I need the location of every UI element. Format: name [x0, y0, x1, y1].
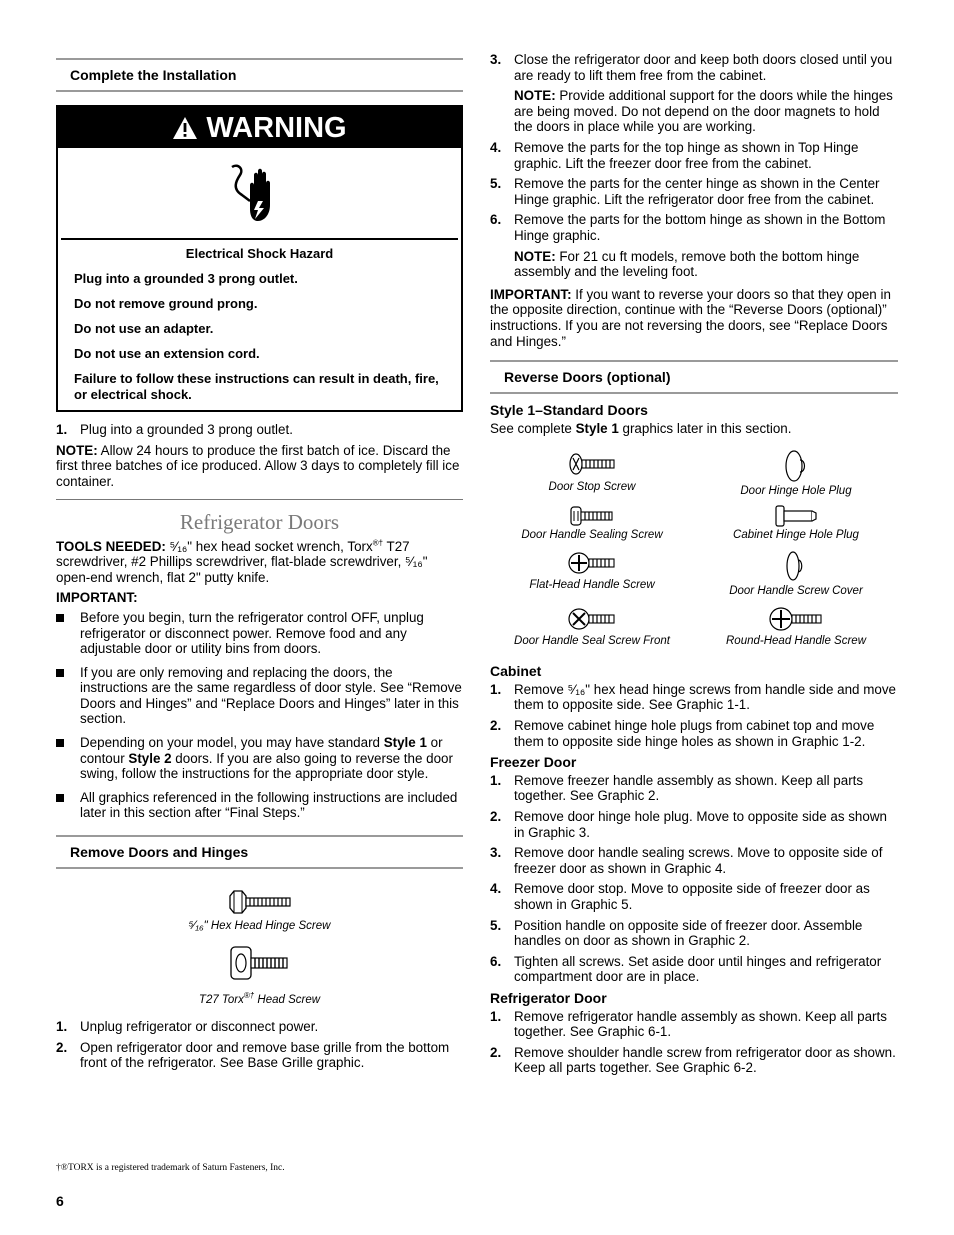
bullet-text: All graphics referenced in the following instructions are included later in this section after “Final Steps.”	[80, 789, 458, 821]
section-divider	[56, 499, 463, 500]
step-text: Remove freezer handle assembly as shown. Keep all parts together. See Graphic 2.	[514, 772, 864, 804]
part-label: Door Hinge Hole Plug	[740, 485, 852, 498]
bullet-item	[56, 665, 463, 727]
style-1-heading: Style 1–Standard Doors	[490, 402, 648, 419]
tools-label: TOOLS NEEDED:	[56, 538, 166, 554]
style-1-bold: Style 1	[575, 420, 619, 436]
step-text: Tighten all screws. Set aside door until hinges and refrigerator compartment door are in place.	[514, 953, 882, 985]
step-text: Unplug refrigerator or disconnect power.	[80, 1019, 319, 1035]
remove-step-4	[490, 140, 898, 171]
note-text: Allow 24 hours to produce the first batch of ice. Discard the first three batches of ice produced. Allow 3 days to completely fill ice container.	[56, 442, 460, 489]
style-1-label: Style 1	[383, 735, 427, 751]
door-hinge-hole-plug-icon	[776, 448, 816, 484]
note-step-6	[514, 249, 898, 280]
step-text: Remove door handle sealing screws. Move to opposite side of freezer door as shown in Graphic 4.	[514, 845, 883, 876]
step-text: Remove ⁵⁄₁₆" hex head hinge screws from handle side and move them to opposite side. See Graphic 1-1.	[514, 681, 896, 713]
note-text: Provide additional support for the doors while the hinges are being moved. Do not depend on the door magnets to hold the doors in place while you are working.	[514, 88, 893, 135]
freezer-step-4	[490, 881, 898, 912]
right-column	[490, 52, 898, 1076]
torx-screw-caption	[199, 993, 320, 1007]
bullet-text-d: doors. If you are also going to reverse the door swing, follow the instructions for the appropriate door style.	[80, 750, 453, 782]
tools-needed	[56, 539, 463, 586]
hex-head-hinge-screw	[56, 889, 463, 933]
warning-line: Plug into a grounded 3 prong outlet.	[74, 270, 298, 286]
bullet-item	[56, 790, 463, 821]
bullet-item	[56, 735, 463, 782]
step-number: 4.	[490, 139, 502, 155]
part-label: Cabinet Hinge Hole Plug	[733, 529, 859, 542]
step-number: 1.	[490, 772, 502, 788]
warning-line: Failure to follow these instructions can result in death, fire, or electrical shock.	[74, 370, 439, 402]
door-handle-sealing-screw-icon	[569, 504, 615, 528]
part-door-hinge-hole-plug	[694, 448, 898, 498]
step-number: 1.	[490, 1008, 502, 1024]
part-door-handle-sealing-screw	[490, 504, 694, 542]
complete-installation-heading: Complete the Installation	[56, 58, 463, 92]
hex-head-hinge-screw-icon	[228, 889, 292, 915]
part-door-handle-seal-screw-front	[490, 604, 694, 648]
flat-head-handle-screw-icon	[567, 548, 617, 578]
important-label-text: IMPORTANT:	[56, 590, 138, 606]
step-number: 2.	[56, 1039, 68, 1055]
warning-icon-panel	[61, 148, 458, 240]
freezer-step-6	[490, 954, 898, 985]
torx-caption-sup: ®†	[243, 991, 255, 1001]
reverse-doors-heading: Reverse Doors (optional)	[490, 360, 898, 394]
step-text: Remove the parts for the top hinge as shown in Top Hinge graphic. Lift the freezer door free from the cabinet.	[514, 139, 859, 171]
important-label: IMPORTANT:	[490, 286, 572, 302]
freezer-door-heading: Freezer Door	[490, 754, 577, 771]
step-text: Remove cabinet hinge hole plugs from cabinet top and move them to opposite side hinge holes as shown in Graphic 1-2.	[514, 718, 875, 749]
freezer-step-5	[490, 918, 898, 949]
electrical-shock-hand-icon	[228, 161, 292, 225]
bullet-item	[56, 610, 463, 657]
bullet-square	[56, 735, 80, 782]
part-door-handle-screw-cover	[694, 548, 898, 598]
bullet-square	[56, 790, 80, 821]
style-1-text-a: See complete	[490, 420, 576, 436]
bullet-square	[56, 610, 80, 657]
part-label: Door Stop Screw	[548, 481, 636, 494]
note-label: NOTE:	[56, 442, 98, 458]
step-number: 6.	[490, 953, 502, 969]
tools-text-2: T27 screwdriver, #2 Phillips screwdriver, flat-blade screwdriver, ⁵⁄₁₆" open-end wrench, flat 2" putty knife.	[56, 538, 428, 585]
cabinet-step-2	[490, 718, 898, 749]
part-label: Door Handle Screw Cover	[729, 585, 863, 598]
door-stop-screw-icon	[567, 448, 617, 480]
style-2-label: Style 2	[128, 750, 172, 766]
part-flat-head-handle-screw	[490, 548, 694, 598]
style-1-text	[490, 421, 898, 437]
warning-title: WARNING	[206, 112, 347, 144]
freezer-step-2	[490, 809, 898, 840]
step-number: 3.	[490, 845, 502, 861]
left-column	[56, 50, 463, 1071]
remove-step-3	[490, 52, 898, 83]
fridge-step-1	[490, 1009, 898, 1040]
important-text: If you want to reverse your doors so that they open in the opposite direction, continue with the “Reverse Doors (optional)” instructions. If you are not reversing the doors, see “Replace Doors and Hinges.”	[490, 286, 891, 349]
step-text: Remove door hinge hole plug. Move to opposite side as shown in Graphic 3.	[514, 809, 887, 840]
warning-triangle-icon	[172, 116, 198, 140]
part-label: Flat-Head Handle Screw	[529, 579, 655, 592]
warning-line: Do not use an adapter.	[74, 320, 214, 336]
important-reverse-note	[490, 287, 898, 349]
step-text: Close the refrigerator door and keep both doors closed until you are ready to lift them free from the cabinet.	[514, 52, 893, 83]
warning-line: Do not remove ground prong.	[74, 295, 258, 311]
step-text: Remove refrigerator handle assembly as shown. Keep all parts together. See Graphic 6-1.	[514, 1008, 887, 1040]
note-label: NOTE:	[514, 248, 556, 264]
remove-step-1	[56, 1019, 463, 1035]
round-head-handle-screw-icon	[768, 604, 824, 634]
bullet-text: Before you begin, turn the refrigerator control OFF, unplug refrigerator or disconnect power. Remove food and any adjustable door or utility bins from doors.	[80, 609, 424, 657]
tools-text: ⁵⁄₁₆" hex head socket wrench, Torx	[165, 538, 373, 554]
bullet-text	[80, 735, 463, 782]
step-text: Plug into a grounded 3 prong outlet.	[80, 422, 293, 438]
part-round-head-handle-screw	[694, 604, 898, 648]
note-label: NOTE:	[514, 88, 556, 104]
torx-caption-text: T27 Torx	[198, 994, 244, 1007]
step-text: Remove shoulder handle screw from refrigerator door as shown. Keep all parts together. See Graphic 6-2.	[514, 1044, 896, 1076]
door-handle-screw-cover-icon	[781, 548, 811, 584]
trademark-mark: ®†	[372, 538, 384, 548]
remove-doors-heading: Remove Doors and Hinges	[56, 835, 463, 869]
torx-caption-text-2: Head Screw	[254, 994, 321, 1007]
door-handle-seal-screw-front-icon	[567, 604, 617, 634]
cabinet-step-1	[490, 682, 898, 713]
freezer-step-1	[490, 773, 898, 804]
bullet-text-b: or contour	[80, 735, 443, 766]
hex-screw-caption: ⁵⁄₁₆" Hex Head Hinge Screw	[188, 920, 331, 933]
note-step-3	[514, 88, 898, 135]
step-text: Remove the parts for the bottom hinge as shown in the Bottom Hinge graphic.	[514, 212, 886, 243]
part-label: Door Handle Seal Screw Front	[514, 635, 670, 648]
step-number: 2.	[490, 809, 502, 825]
step-number: 6.	[490, 212, 502, 228]
part-cabinet-hinge-hole-plug	[694, 504, 898, 542]
part-label: Door Handle Sealing Screw	[521, 529, 663, 542]
step-text: Remove door stop. Move to opposite side of freezer door as shown in Graphic 5.	[514, 881, 870, 912]
step-text: Remove the parts for the center hinge as shown in the Center Hinge graphic. Lift the refrigerator door free from the cabinet.	[514, 176, 880, 207]
step-number: 2.	[490, 718, 502, 734]
remove-step-6	[490, 212, 898, 243]
torx-head-screw-icon	[229, 945, 291, 981]
warning-line: Do not use an extension cord.	[74, 345, 260, 361]
step-number: 4.	[490, 881, 502, 897]
refrigerator-door-heading: Refrigerator Door	[490, 989, 607, 1006]
step-number: 1.	[490, 681, 502, 697]
refrigerator-doors-title: Refrigerator Doors	[179, 509, 340, 534]
parts-grid	[490, 448, 898, 648]
torx-head-screw	[56, 945, 463, 1007]
step-number: 2.	[490, 1044, 502, 1060]
note-text: For 21 cu ft models, remove both the bottom hinge assembly and the leveling foot.	[514, 248, 860, 280]
style-1-text-c: graphics later in this section.	[618, 420, 792, 436]
step-number: 1.	[56, 422, 68, 438]
step-text: Open refrigerator door and remove base grille from the bottom front of the refrigerator. See Base Grille graphic.	[80, 1039, 450, 1071]
install-step-1	[56, 422, 463, 438]
page-number: 6	[56, 1193, 64, 1209]
bullet-text-a: Depending on your model, you may have standard	[80, 735, 384, 751]
step-text: Position handle on opposite side of freezer door. Assemble handles on door as shown in Graphic 2.	[514, 917, 863, 949]
bullet-text: If you are only removing and replacing the doors, the instructions are the same regardless of door style. See “Remove Doors and Hinges” and “Replace Doors and Hinges” later in this section.	[80, 664, 462, 727]
step-number: 5.	[490, 176, 502, 192]
freezer-step-3	[490, 845, 898, 876]
part-label: Round-Head Handle Screw	[726, 635, 866, 648]
fridge-step-2	[490, 1045, 898, 1076]
step-number: 3.	[490, 52, 502, 67]
part-door-stop-screw	[490, 448, 694, 498]
trademark-footnote: †®TORX is a registered trademark of Saturn Fasteners, Inc.	[56, 1163, 285, 1173]
warning-hazard-title: Electrical Shock Hazard	[185, 246, 334, 261]
warning-text	[58, 240, 461, 410]
ice-note	[56, 443, 463, 490]
bullet-square	[56, 665, 80, 727]
warning-header	[58, 107, 461, 148]
remove-step-5	[490, 176, 898, 207]
remove-step-2	[56, 1040, 463, 1071]
warning-box	[56, 105, 463, 412]
step-number: 5.	[490, 917, 502, 933]
cabinet-hinge-hole-plug-icon	[774, 504, 818, 528]
cabinet-heading: Cabinet	[490, 663, 542, 680]
important-label	[56, 590, 463, 606]
step-number: 1.	[56, 1019, 68, 1035]
